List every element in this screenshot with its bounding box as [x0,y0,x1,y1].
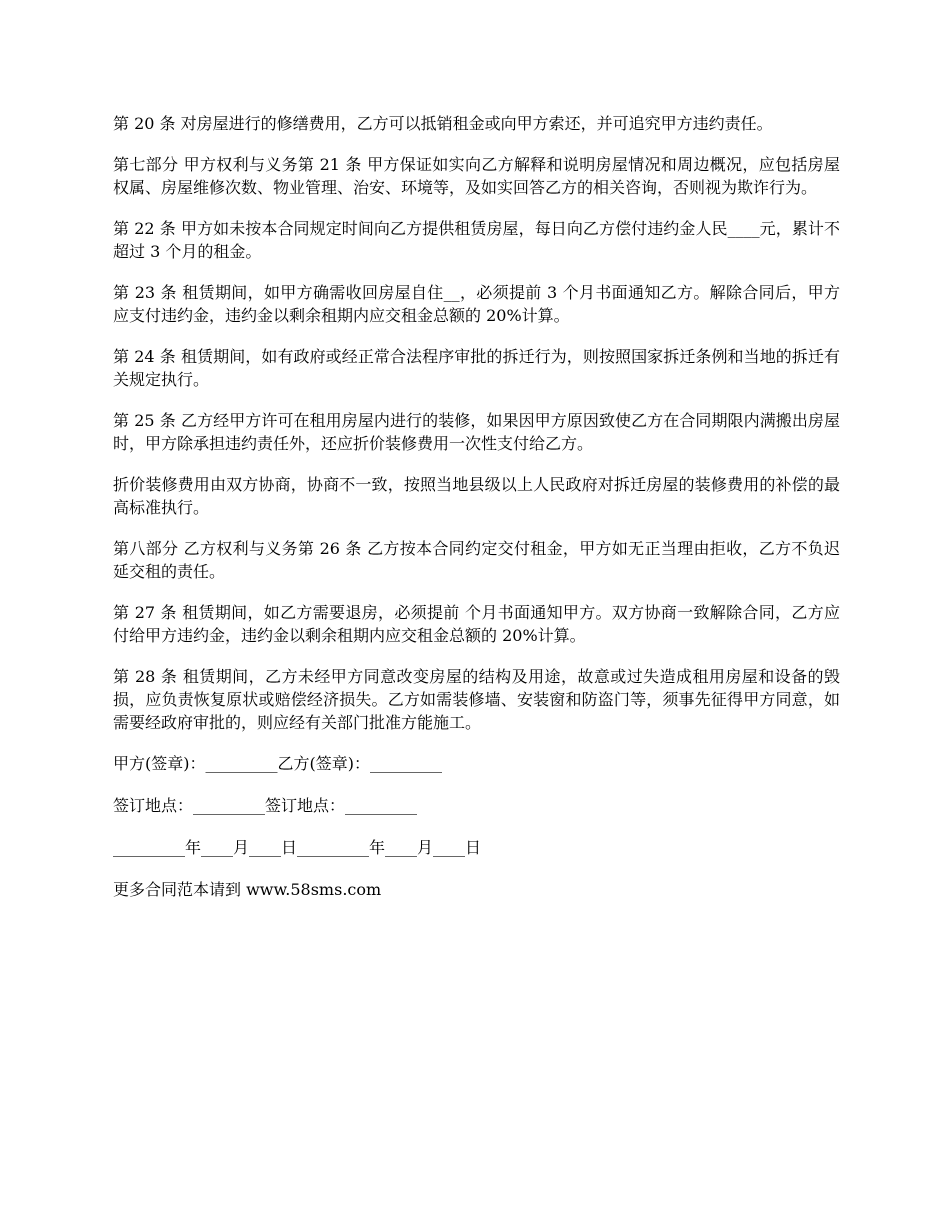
signature-parties: 甲方(签章)：_________乙方(签章)：_________ [113,754,442,773]
footer-more-templates: 更多合同范本请到 www.58sms.com [113,880,382,899]
clause-25-note: 折价装修费用由双方协商，协商不一致，按照当地县级以上人民政府对拆迁房屋的装修费用的补偿的最高标准执行。 [113,475,840,517]
contract-page [113,112,840,920]
clause-27: 第 27 条 租赁期间，如乙方需要退房，必须提前 个月书面通知甲方。双方协商一致解除合同，乙方应付给甲方违约金，违约金以剩余租期内应交租金总额的 20%计算。 [113,603,840,645]
clause-23: 第 23 条 租赁期间，如甲方确需收回房屋自住__，必须提前 3 个月书面通知乙方。解除合同后，甲方应支付违约金，违约金以剩余租期内应交租金总额的 20%计算。 [113,283,840,325]
clause-20: 第 20 条 对房屋进行的修缮费用，乙方可以抵销租金或向甲方索还，并可追究甲方违约责任。 [113,114,773,133]
clause-22: 第 22 条 甲方如未按本合同规定时间向乙方提供租赁房屋，每日向乙方偿付违约金人民____元，累计不超过 3 个月的租金。 [113,219,840,261]
signature-dates: _________年____月____日_________年____月____日 [113,838,482,857]
clause-28: 第 28 条 租赁期间，乙方未经甲方同意改变房屋的结构及用途，故意或过失造成租用房屋和设备的毁损，应负责恢复原状或赔偿经济损失。乙方如需装修墙、安装窗和防盗门等，须事先征得甲方同意，如需要经政府审批的，则应经有关部门批准方能施工。 [113,667,840,732]
clause-26: 第八部分 乙方权利与义务第 26 条 乙方按本合同约定交付租金，甲方如无正当理由拒收，乙方不负迟延交租的责任。 [113,539,840,581]
clause-24: 第 24 条 租赁期间，如有政府或经正常合法程序审批的拆迁行为，则按照国家拆迁条例和当地的拆迁有关规定执行。 [113,347,840,389]
clause-25: 第 25 条 乙方经甲方许可在租用房屋内进行的装修，如果因甲方原因致使乙方在合同期限内满搬出房屋时，甲方除承担违约责任外，还应折价装修费用一次性支付给乙方。 [113,411,840,453]
signature-places: 签订地点：_________签订地点：_________ [113,796,418,815]
clause-21: 第七部分 甲方权利与义务第 21 条 甲方保证如实向乙方解释和说明房屋情况和周边概况，应包括房屋权属、房屋维修次数、物业管理、治安、环境等，及如实回答乙方的相关咨询，否则视为欺诈行为。 [113,155,840,197]
